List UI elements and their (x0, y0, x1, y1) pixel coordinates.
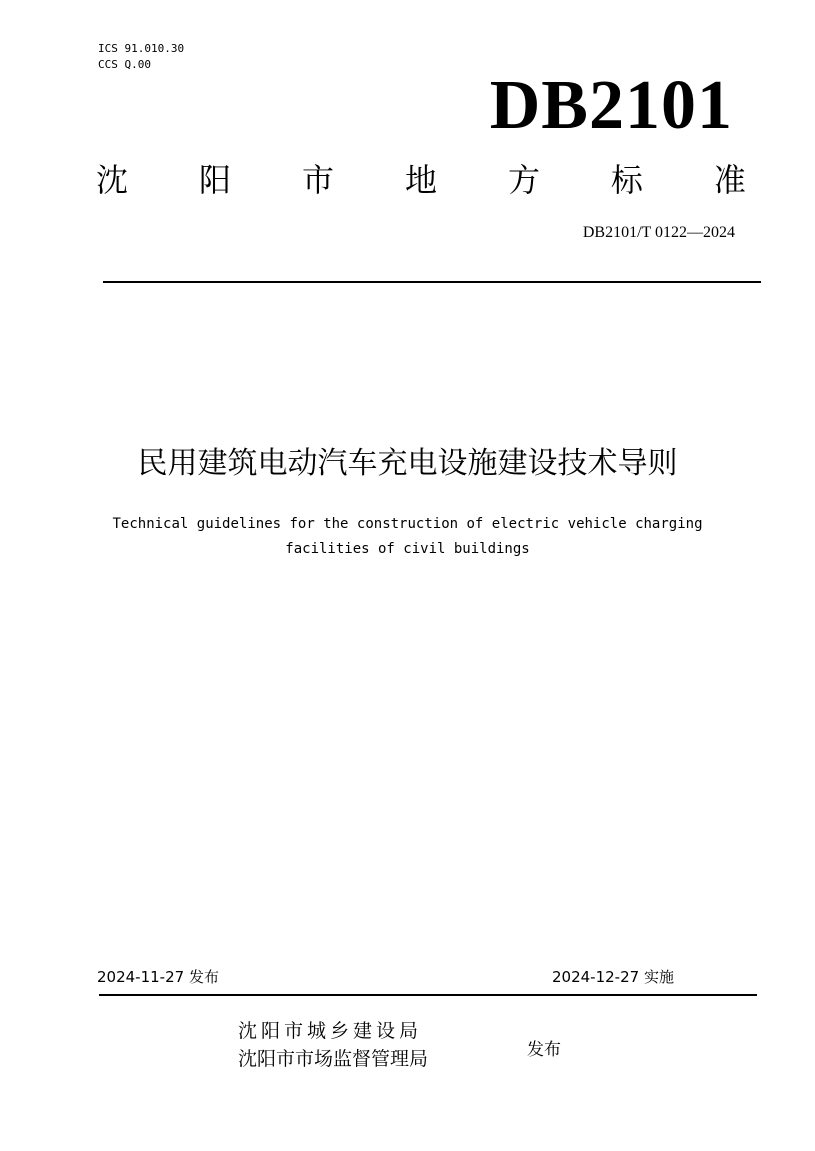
header-divider (103, 281, 761, 283)
ccs-code: CCS Q.00 (98, 58, 151, 71)
standard-type-char: 标 (610, 161, 643, 199)
standard-type-char: 方 (507, 161, 540, 199)
effective-date: 2024-12-27 实施 (552, 968, 674, 986)
publish-date: 2024-11-27 发布 (97, 968, 219, 986)
standard-type (96, 160, 746, 200)
title-en-line: facilities of civil buildings (285, 541, 530, 557)
standard-type-char: 准 (713, 161, 746, 199)
title-en-line: Technical guidelines for the construction of electric vehicle charging (112, 516, 703, 532)
standard-type-char: 沈 (96, 161, 129, 199)
standard-type-char: 地 (404, 161, 437, 199)
standard-code: DB2101 (489, 67, 733, 144)
issuing-authorities (238, 1017, 428, 1073)
issue-label: 发布 (527, 1040, 561, 1060)
standard-type-char: 市 (301, 161, 334, 199)
document-title-zh: 民用建筑电动汽车充电设施建设技术导则 (137, 446, 678, 481)
issuer: 沈阳市城乡建设局 (238, 1020, 423, 1042)
classification-codes (98, 41, 184, 73)
footer-divider (99, 994, 757, 996)
standard-type-char: 阳 (198, 161, 231, 199)
standard-number: DB2101/T 0122—2024 (582, 224, 735, 241)
ics-code: ICS 91.010.30 (98, 42, 185, 55)
document-title-en (40, 512, 775, 562)
issuer: 沈阳市市场监督管理局 (238, 1048, 429, 1070)
